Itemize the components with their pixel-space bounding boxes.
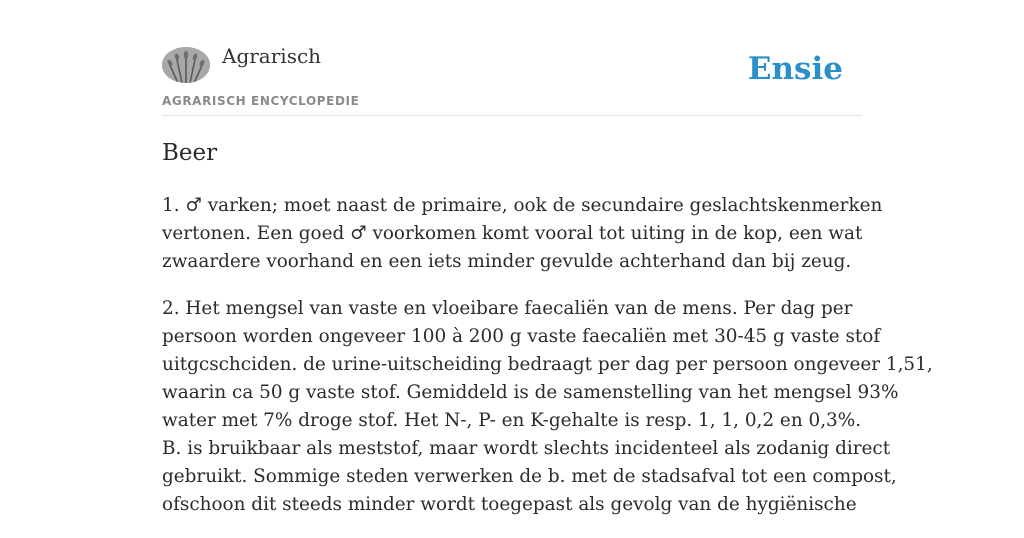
text-line: ofschoon dit steeds minder wordt toegepast als gevolg van de hygiënische <box>162 494 857 515</box>
paragraph-2 <box>162 295 933 519</box>
site-subtitle: AGRARISCH ENCYCLOPEDIE <box>162 94 360 108</box>
text-line: gebruikt. Sommige steden verwerken de b. met de stadsafval tot een compost, <box>162 466 897 487</box>
text-line: water met 7% droge stof. Het N-, P- en K-gehalte is resp. 1, 1, 0,2 en 0,3%. <box>162 410 862 431</box>
text-line: uitgcschciden. de urine-uitscheiding bedraagt per dag per persoon ongeveer 1,51, <box>162 354 933 375</box>
text-line: vertonen. Een goed ♂ voorkomen komt vooral tot uiting in de kop, een wat <box>162 223 863 244</box>
site-header <box>162 44 862 116</box>
header-divider <box>162 115 862 116</box>
text-line: persoon worden ongeveer 100 à 200 g vaste faecaliën met 30-45 g vaste stof <box>162 326 881 347</box>
ensie-brand-logo[interactable]: Ensie <box>747 51 843 87</box>
wheat-logo-icon[interactable] <box>162 47 210 83</box>
entry-title: Beer <box>162 140 218 166</box>
paragraph-1 <box>162 192 883 276</box>
site-title[interactable]: Agrarisch <box>222 44 322 68</box>
text-line: zwaardere voorhand en een iets minder gevulde achterhand dan bij zeug. <box>162 251 852 272</box>
text-line: 1. ♂ varken; moet naast de primaire, ook de secundaire geslachtskenmerken <box>162 195 883 216</box>
entry-content <box>162 192 933 538</box>
text-line: waarin ca 50 g vaste stof. Gemiddeld is de samenstelling van het mengsel 93% <box>162 382 899 403</box>
text-line: 2. Het mengsel van vaste en vloeibare faecaliën van de mens. Per dag per <box>162 298 853 319</box>
text-line: B. is bruikbaar als meststof, maar wordt slechts incidenteel als zodanig direct <box>162 438 891 459</box>
